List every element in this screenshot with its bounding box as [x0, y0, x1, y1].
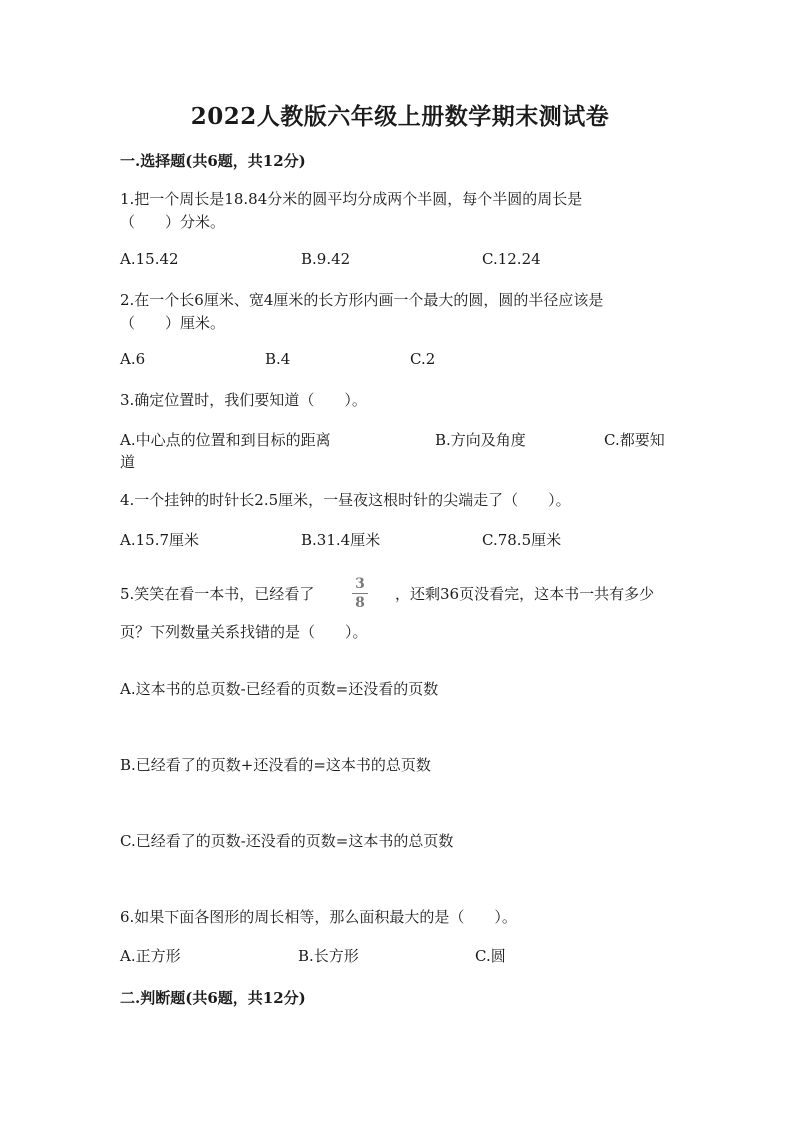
question-2-option-b: B.4	[265, 350, 291, 368]
question-5-option-a: A.这本书的总页数-已经看的页数=还没看的页数	[120, 680, 439, 698]
question-5-text-after: ，还剩36页没看完，这本书一共有多少	[395, 585, 655, 603]
question-3-option-a: A.中心点的位置和到目标的距离	[120, 431, 331, 449]
question-2-option-c: C.2	[410, 350, 436, 368]
question-5-text-cont: 页？下列数量关系找错的是（ ）。	[120, 623, 368, 641]
question-1-option-b: B.9.42	[301, 250, 351, 268]
question-1-option-c: C.12.24	[482, 250, 541, 268]
fraction	[348, 576, 372, 611]
question-5-text: 5.笑笑在看一本书，已经看了	[120, 585, 315, 603]
question-2-text-cont: （ ）厘米。	[120, 314, 226, 332]
question-5-option-b: B.已经看了的页数+还没看的=这本书的总页数	[120, 756, 431, 774]
question-6-text: 6.如果下面各图形的周长相等，那么面积最大的是（ ）。	[120, 908, 517, 926]
question-4-text: 4.一个挂钟的时针长2.5厘米，一昼夜这根时针的尖端走了（ ）。	[120, 491, 571, 509]
page-title: 2022人教版六年级上册数学期末测试卷	[190, 103, 610, 130]
question-2-option-a: A.6	[120, 350, 146, 368]
fraction-denominator: 8	[355, 595, 365, 611]
section-heading-judgement: 二.判断题(共6题，共12分)	[120, 989, 306, 1007]
question-5-option-c: C.已经看了的页数-还没看的页数=这本书的总页数	[120, 832, 454, 850]
question-3-option-c: C.都要知	[604, 431, 665, 449]
question-6-option-b: B.长方形	[298, 947, 359, 965]
question-2-text: 2.在一个长6厘米、宽4厘米的长方形内画一个最大的圆，圆的半径应该是	[120, 291, 604, 309]
question-6-option-a: A.正方形	[120, 947, 181, 965]
question-4-option-c: C.78.5厘米	[482, 531, 562, 549]
question-1-text-cont: （ ）分米。	[120, 213, 226, 231]
question-6-option-c: C.圆	[475, 947, 506, 965]
question-3-option-c-cont: 道	[120, 453, 136, 471]
question-4-option-b: B.31.4厘米	[301, 531, 381, 549]
question-4-option-a: A.15.7厘米	[120, 531, 199, 549]
fraction-bar	[352, 593, 368, 594]
section-heading-choice: 一.选择题(共6题，共12分)	[120, 152, 306, 170]
fraction-numerator: 3	[355, 576, 365, 592]
question-1-text: 1.把一个周长是18.84分米的圆平均分成两个半圆，每个半圆的周长是	[120, 190, 583, 208]
question-3-option-b: B.方向及角度	[435, 431, 526, 449]
question-1-option-a: A.15.42	[120, 250, 179, 268]
question-3-text: 3.确定位置时，我们要知道（ ）。	[120, 391, 367, 409]
